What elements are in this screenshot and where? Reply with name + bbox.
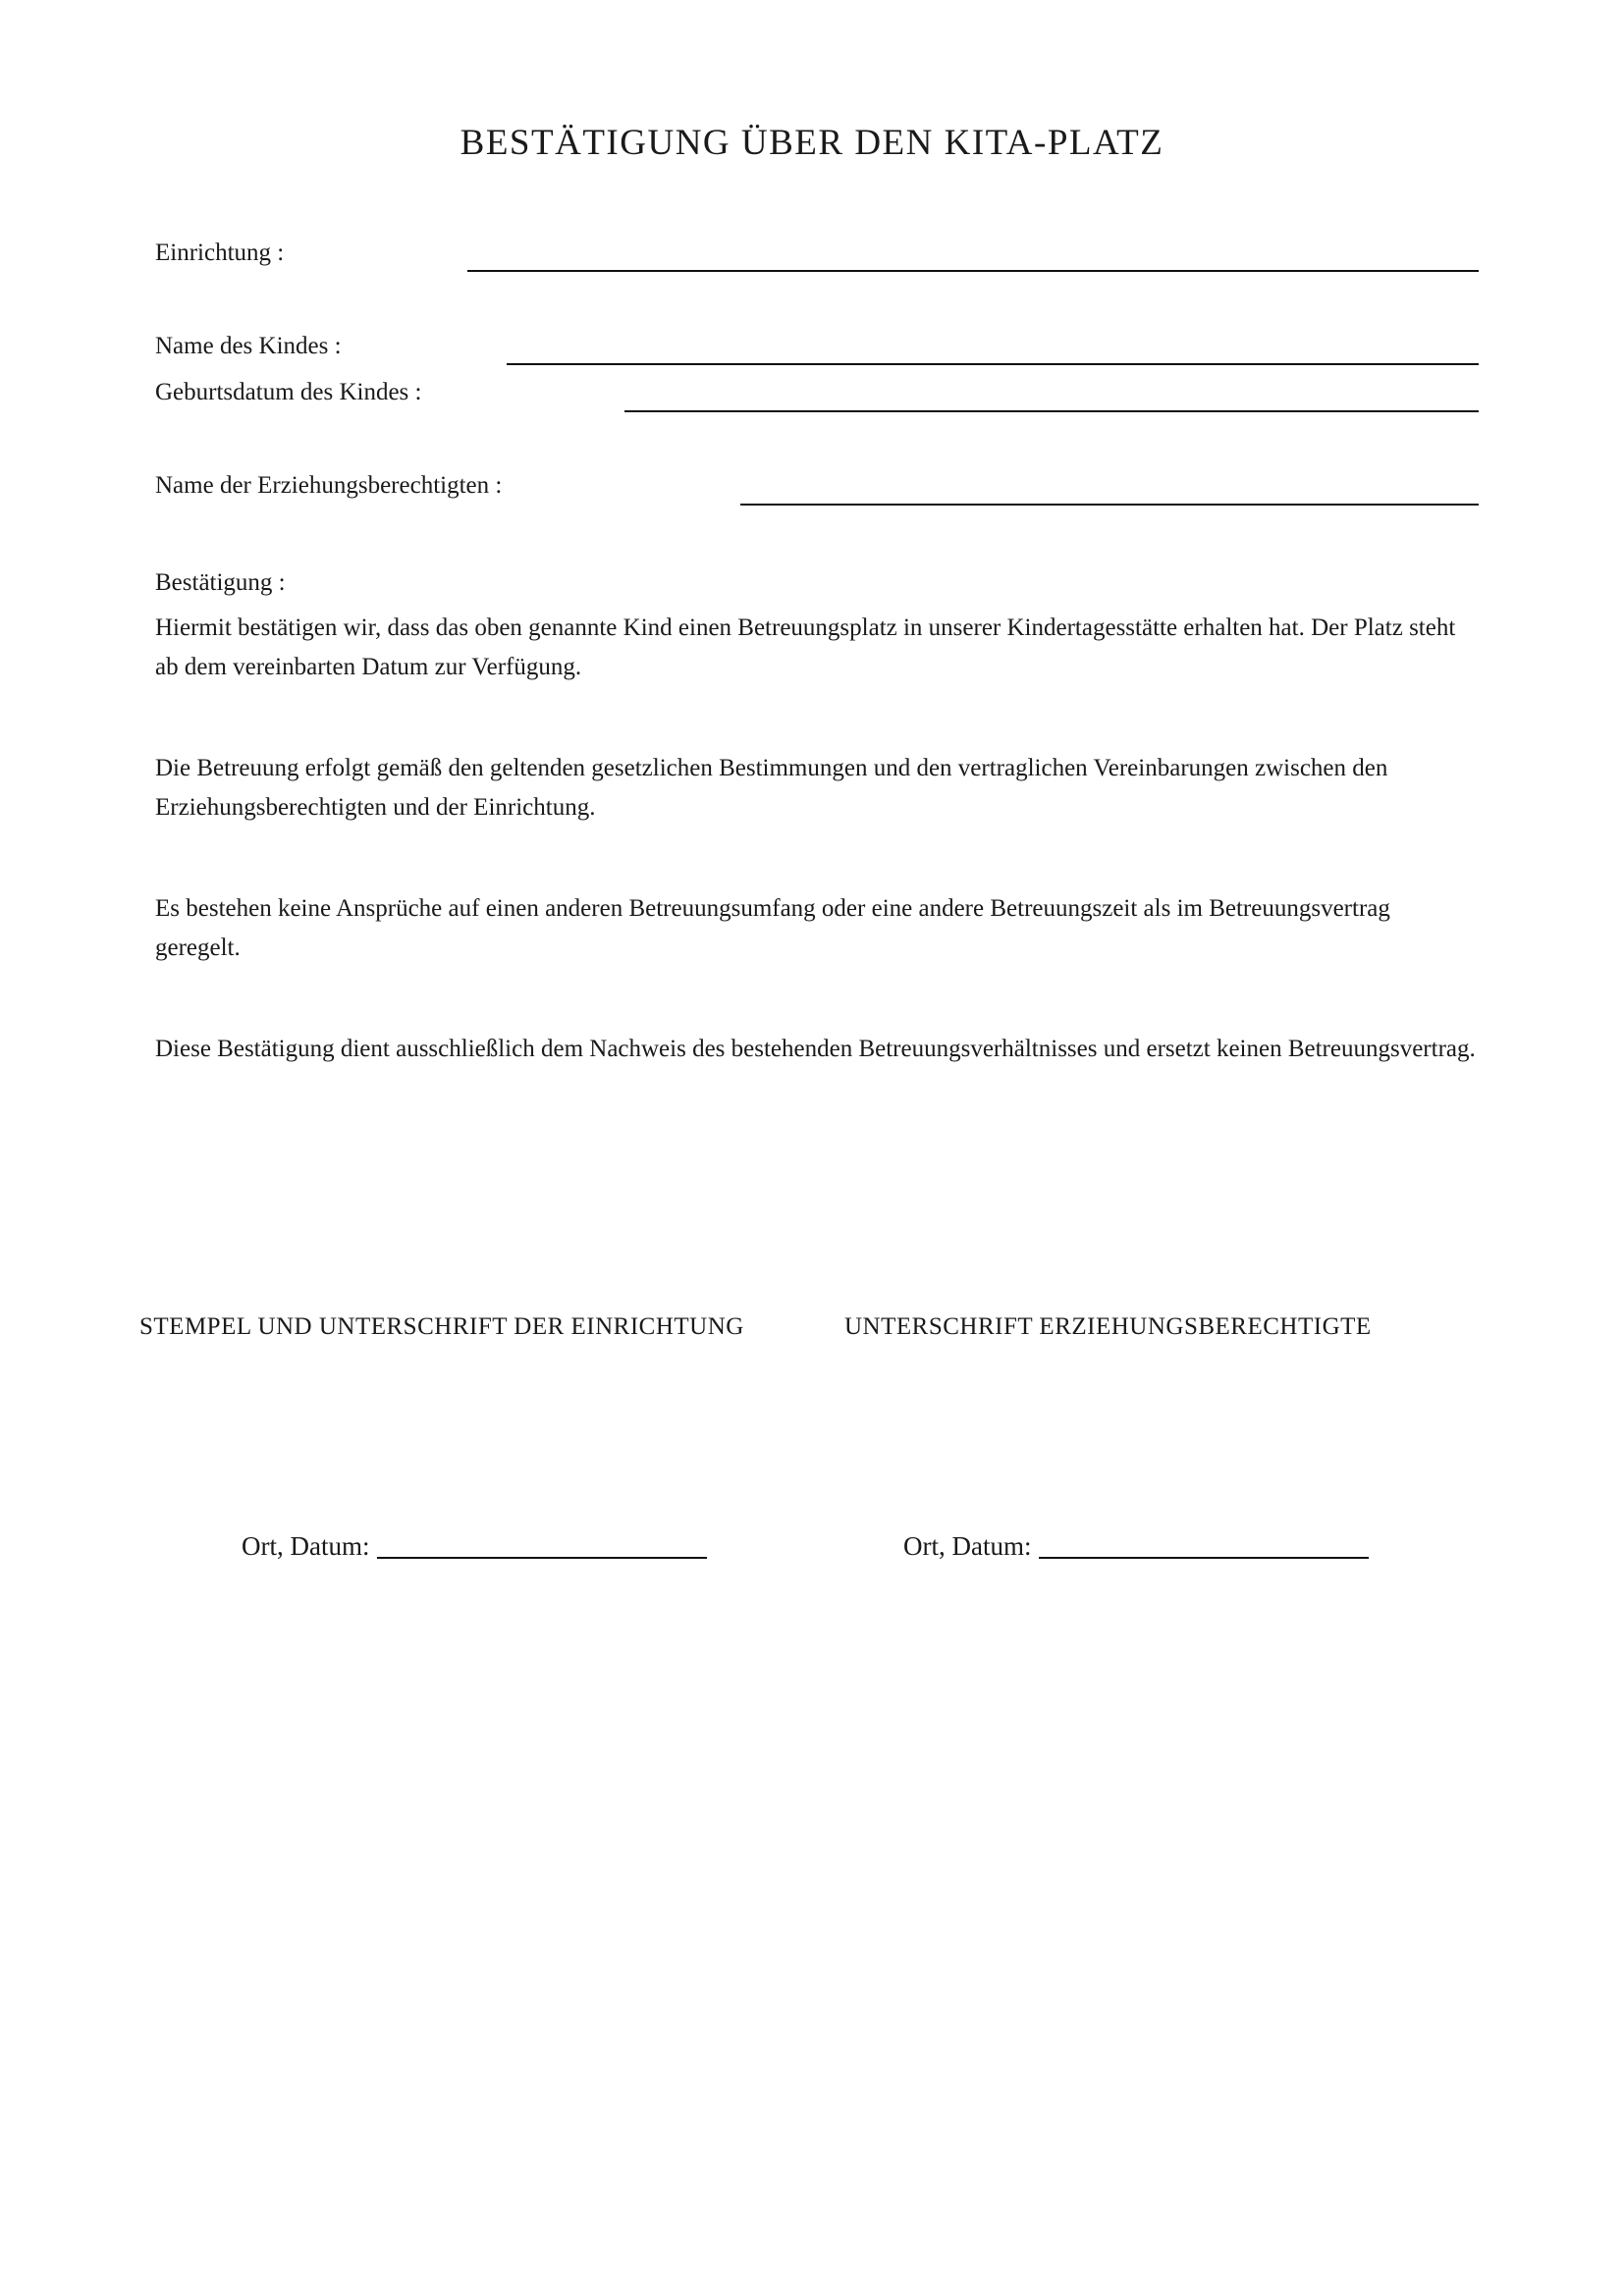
guardian-place-date-label: Ort, Datum: <box>903 1531 1032 1561</box>
guardian-place-date <box>903 1531 1369 1562</box>
field-line-name-des-kindes[interactable] <box>507 363 1479 365</box>
confirmation-paragraph-2: Die Betreuung erfolgt gemäß den geltenden gesetzlichen Bestimmungen und den vertraglichen Vereinbarungen zwischen den Erziehungsberechtigten und der Einrichtung. <box>155 755 1388 821</box>
institution-place-date-line[interactable] <box>377 1557 707 1559</box>
field-line-erziehungsberechtigte[interactable] <box>740 504 1479 506</box>
field-label-geburtsdatum: Geburtsdatum des Kindes : <box>155 379 422 405</box>
field-line-geburtsdatum[interactable] <box>624 410 1479 412</box>
confirmation-paragraph-3: Es bestehen keine Ansprüche auf einen anderen Betreuungsumfang oder eine andere Betreuungszeit als im Betreuungsvertrag geregelt. <box>155 895 1390 961</box>
guardian-signature-heading: UNTERSCHRIFT ERZIEHUNGSBERECHTIGTE <box>844 1313 1372 1340</box>
document-title: BESTÄTIGUNG ÜBER DEN KITA-PLATZ <box>460 123 1164 163</box>
institution-place-date <box>242 1531 707 1562</box>
confirmation-paragraph-1: Hiermit bestätigen wir, dass das oben genannte Kind einen Betreuungsplatz in unserer Kindertagesstätte erhalten hat. Der Platz steht ab dem vereinbarten Datum zur Verfügung. <box>155 614 1456 680</box>
field-label-einrichtung: Einrichtung : <box>155 240 285 266</box>
field-label-name-des-kindes: Name des Kindes : <box>155 333 342 359</box>
guardian-place-date-line[interactable] <box>1039 1557 1369 1559</box>
confirmation-label: Bestätigung : <box>155 569 286 596</box>
confirmation-paragraph-4: Diese Bestätigung dient ausschließlich dem Nachweis des bestehenden Betreuungsverhältnisses und ersetzt keinen Betreuungsvertrag. <box>155 1036 1476 1062</box>
institution-place-date-label: Ort, Datum: <box>242 1531 370 1561</box>
field-line-einrichtung[interactable] <box>467 270 1479 272</box>
field-label-erziehungsberechtigte: Name der Erziehungsberechtigten : <box>155 472 503 499</box>
institution-signature-heading: STEMPEL UND UNTERSCHRIFT DER EINRICHTUNG <box>139 1313 744 1340</box>
